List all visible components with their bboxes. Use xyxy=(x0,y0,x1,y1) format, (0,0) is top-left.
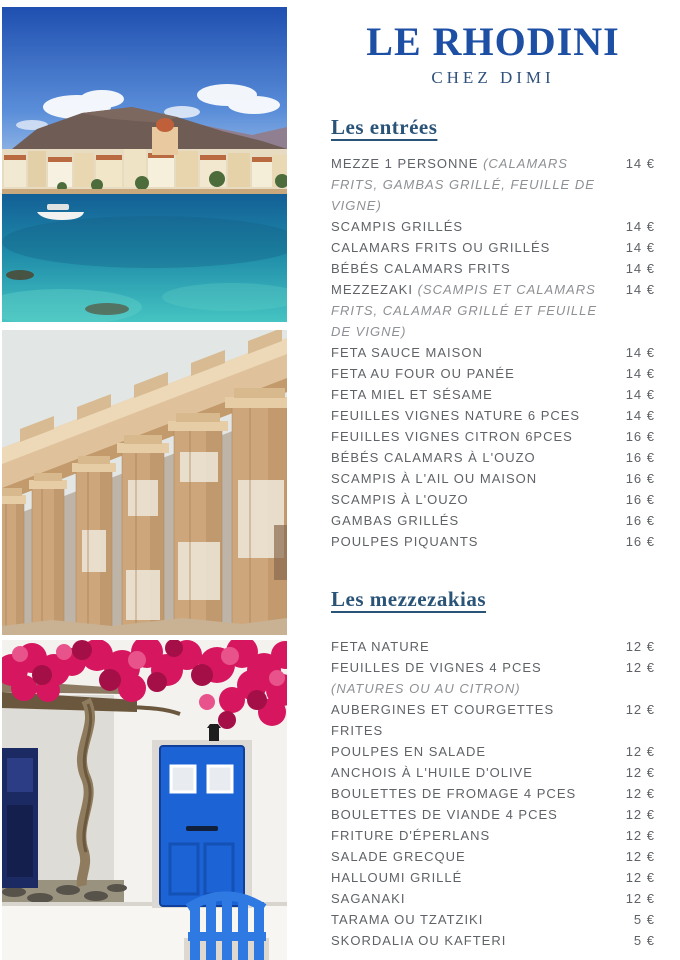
coastal-village-illustration xyxy=(2,7,287,322)
item-price: 14 € xyxy=(625,408,655,423)
item-price: 14 € xyxy=(625,387,655,402)
menu-item-row xyxy=(331,741,655,762)
item-price: 14 € xyxy=(625,282,655,297)
section-entrees xyxy=(331,114,655,552)
item-detail: (CALAMARS FRITS, GAMBAS GRILLÉ, FEUILLE DE VIGNE) xyxy=(331,156,595,213)
item-name: BÉBÉS CALAMARS FRITS xyxy=(331,261,511,276)
menu-item-row xyxy=(331,888,655,909)
item-price: 12 € xyxy=(625,807,655,822)
item-name: POULPES EN SALADE xyxy=(331,744,486,759)
menu-item-row xyxy=(331,909,655,930)
item-name: FRITURE D'ÉPERLANS xyxy=(331,828,491,843)
section-heading-entrees: Les entrées xyxy=(331,115,438,139)
item-price: 12 € xyxy=(625,828,655,843)
photo-coastal-village xyxy=(2,7,287,322)
item-price: 12 € xyxy=(625,786,655,801)
menu-column xyxy=(331,0,655,951)
menu-item-row xyxy=(331,384,655,405)
item-name: GAMBAS GRILLÉS xyxy=(331,513,460,528)
item-price: 12 € xyxy=(625,870,655,885)
menu-item-row xyxy=(331,846,655,867)
mezzezakias-item-list xyxy=(331,636,655,951)
menu-item-row xyxy=(331,468,655,489)
item-name: BÉBÉS CALAMARS À L'OUZO xyxy=(331,450,536,465)
item-price: 16 € xyxy=(625,513,655,528)
item-name: FETA SAUCE MAISON xyxy=(331,345,483,360)
photo-blue-door-house xyxy=(2,640,287,960)
item-name: BOULETTES DE FROMAGE 4 PCES xyxy=(331,786,577,801)
item-price: 14 € xyxy=(625,366,655,381)
menu-item-row xyxy=(331,405,655,426)
menu-item-row xyxy=(331,804,655,825)
item-name: TARAMA OU TZATZIKI xyxy=(331,912,484,927)
item-name: SKORDALIA OU KAFTERI xyxy=(331,933,507,948)
menu-item-row xyxy=(331,258,655,279)
item-price: 16 € xyxy=(625,534,655,549)
menu-item-row xyxy=(331,363,655,384)
item-price: 14 € xyxy=(625,156,655,171)
blue-door-house-illustration xyxy=(2,640,287,960)
menu-item-row xyxy=(331,930,655,951)
menu-item-row xyxy=(331,531,655,552)
menu-item-row xyxy=(331,426,655,447)
item-price: 5 € xyxy=(633,933,655,948)
item-name: FETA AU FOUR OU PANÉE xyxy=(331,366,515,381)
item-name: POULPES PIQUANTS xyxy=(331,534,479,549)
restaurant-subtitle: CHEZ DIMI xyxy=(431,68,555,87)
menu-item-row xyxy=(331,699,655,741)
item-price: 12 € xyxy=(625,639,655,654)
menu-item-row xyxy=(331,783,655,804)
item-name: SCAMPIS GRILLÉS xyxy=(331,219,464,234)
item-price: 14 € xyxy=(625,345,655,360)
menu-item-row xyxy=(331,657,655,699)
item-name: HALLOUMI GRILLÉ xyxy=(331,870,463,885)
menu-item-row xyxy=(331,825,655,846)
item-price: 16 € xyxy=(625,492,655,507)
item-price: 14 € xyxy=(625,219,655,234)
section-mezzezakias xyxy=(331,586,655,951)
menu-item-row xyxy=(331,447,655,468)
item-price: 12 € xyxy=(625,849,655,864)
item-price: 12 € xyxy=(625,744,655,759)
item-name: MEZZEZAKI xyxy=(331,282,418,297)
menu-item-row xyxy=(331,153,655,216)
item-name: ANCHOIS À L'HUILE D'OLIVE xyxy=(331,765,533,780)
item-price: 16 € xyxy=(625,471,655,486)
menu-item-row xyxy=(331,489,655,510)
item-name: AUBERGINES ET COURGETTES FRITES xyxy=(331,702,555,738)
item-name: BOULETTES DE VIANDE 4 PCES xyxy=(331,807,558,822)
item-price: 16 € xyxy=(625,450,655,465)
item-name: CALAMARS FRITS OU GRILLÉS xyxy=(331,240,551,255)
menu-item-row xyxy=(331,237,655,258)
menu-item-row xyxy=(331,510,655,531)
item-name: FEUILLES VIGNES NATURE 6 PCES xyxy=(331,408,581,423)
item-price: 14 € xyxy=(625,240,655,255)
item-price: 14 € xyxy=(625,261,655,276)
item-price: 16 € xyxy=(625,429,655,444)
menu-item-row xyxy=(331,279,655,342)
item-name: MEZZE 1 PERSONNE xyxy=(331,156,484,171)
item-name: SALADE GRECQUE xyxy=(331,849,466,864)
photo-parthenon-columns xyxy=(2,330,287,635)
menu-item-row xyxy=(331,762,655,783)
item-price: 12 € xyxy=(625,660,655,675)
menu-item-row xyxy=(331,216,655,237)
item-name: SAGANAKI xyxy=(331,891,406,906)
menu-item-row xyxy=(331,342,655,363)
item-name: FEUILLES VIGNES CITRON 6PCES xyxy=(331,429,573,444)
entrees-item-list xyxy=(331,153,655,552)
item-name: SCAMPIS À L'AIL OU MAISON xyxy=(331,471,538,486)
section-heading-mezzezakias: Les mezzezakias xyxy=(331,587,487,611)
item-detail: (NATURES OU AU CITRON) xyxy=(331,681,521,696)
item-detail: (SCAMPIS ET CALAMARS FRITS, CALAMAR GRILLÉ ET FEUILLE DE VIGNE) xyxy=(331,282,598,339)
menu-item-row xyxy=(331,867,655,888)
parthenon-illustration xyxy=(2,330,287,635)
item-price: 12 € xyxy=(625,702,655,717)
item-price: 12 € xyxy=(625,765,655,780)
item-name: SCAMPIS À L'OUZO xyxy=(331,492,469,507)
menu-item-row xyxy=(331,636,655,657)
item-name: FEUILLES DE VIGNES 4 PCES xyxy=(331,660,542,675)
restaurant-title: LE RHODINI xyxy=(366,19,620,64)
item-name: FETA NATURE xyxy=(331,639,430,654)
item-price: 5 € xyxy=(633,912,655,927)
item-name: FETA MIEL ET SÉSAME xyxy=(331,387,493,402)
item-price: 12 € xyxy=(625,891,655,906)
